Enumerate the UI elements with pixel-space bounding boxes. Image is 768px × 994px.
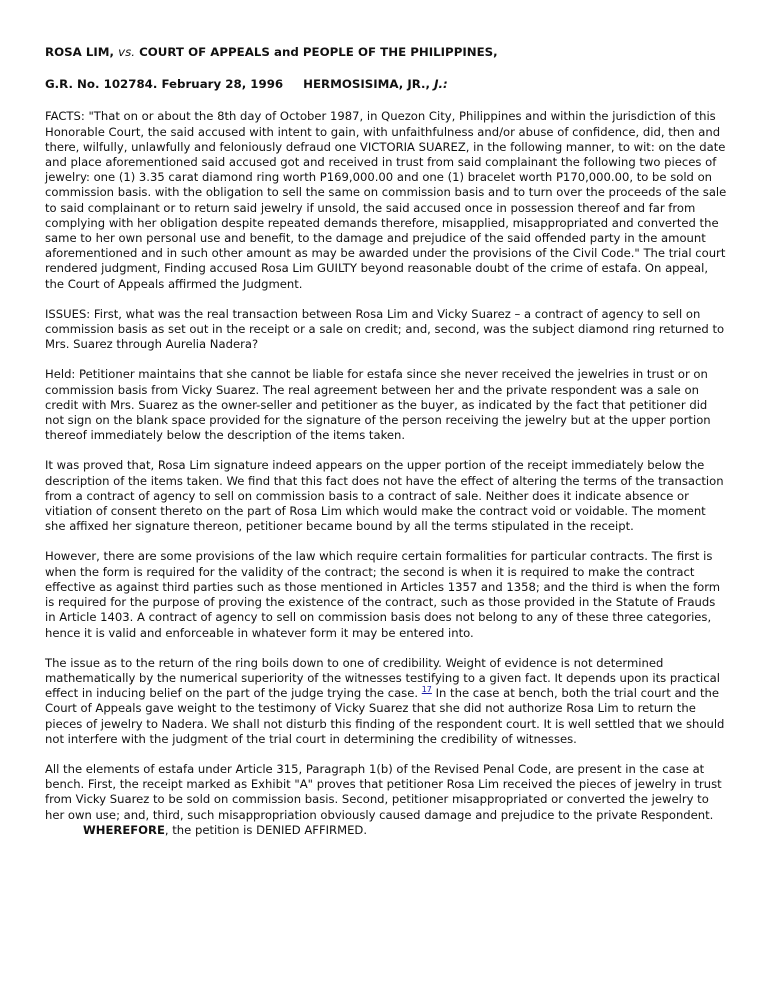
elements-paragraph: [45, 762, 728, 838]
facts-paragraph: FACTS: "That on or about the 8th day of October 1987, in Quezon City, Philippines and within the jurisdiction of this Honorable Court, the said accused with intent to gain, with unfaithfulness and/or abuse of confidence, did, then and there, wilfully, unlawfully and feloniously defraud one VICTORIA SUAREZ, in the following manner, to wit: on the date and place aforementioned said accused got and received in trust from said complainant the following two pieces of jewelry: one (1) 3.35 carat diamond ring worth P169,000.00 and one (1) bracelet worth P170,000.00, to be sold on commission basis. with the obligation to sell the same on commission basis and to turn over the proceeds of the sale to said complainant or to return said jewelry if unsold, the said accused once in possession thereof and far from complying with her obligation despite repeated demands therefore, misapplied, misappropriated and converted the same to her own personal use and benefit, to the damage and prejudice of the said offended party in the amount aforementioned and in such other amount as may be awarded under the provisions of the Civil Code." The trial court rendered judgment, Finding accused Rosa Lim GUILTY beyond reasonable doubt of the crime of estafa. On appeal, the Court of Appeals affirmed the Judgment.: [45, 109, 727, 291]
respondent-names: COURT OF APPEALS and PEOPLE OF THE PHILIPPINES,: [139, 45, 498, 59]
formalities-paragraph: However, there are some provisions of the law which require certain formalities for particular contracts. The first is when the form is required for the validity of the contract; the second is when it is required to make the contract effective as against third parties such as those mentioned in Articles 1357 and 1358; and the third is when the form is required for the purpose of proving the existence of the contract, such as those provided in the Statute of Frauds in Article 1403. A contract of agency to sell on commission basis does not belong to any of these three categories, hence it is valid and enforceable in whatever form it may be entered into.: [45, 549, 721, 640]
held-paragraph: Held: Petitioner maintains that she cannot be liable for estafa since she never received the jewelries in trust or on commission basis from Vicky Suarez. The real agreement between her and the private respondent was a sale on credit with Mrs. Suarez as the owner-seller and petitioner as the buyer, as indicated by the fact that petitioner did not sign on the blank space provided for the signature of the person receiving the jewelry but at the upper portion thereof immediately below the description of the items taken.: [45, 367, 711, 443]
proved-paragraph: It was proved that, Rosa Lim signature indeed appears on the upper portion of the receipt immediately below the description of the items taken. We find that this fact does not have the effect of altering the terms of the transaction from a contract of agency to sell on commission basis to a contract of sale. Neither does it indicate absence or vitiation of consent thereto on the part of Rosa Lim which would make the contract void or voidable. The moment she affixed her signature thereon, petitioner became bound by all the terms stipulated in the receipt.: [45, 458, 724, 534]
ponente-suffix: J.:: [434, 77, 448, 92]
wherefore-text: , the petition is DENIED AFFIRMED.: [164, 822, 368, 837]
case-citation: [45, 77, 728, 92]
petitioner-name: ROSA LIM,: [45, 45, 114, 59]
gr-number: G.R. No. 102784. February 28, 1996: [45, 77, 284, 92]
ring-paragraph: [45, 656, 728, 747]
ring-paragraph-text-2: In the case at bench, both the trial court and the Court of Appeals gave weight to the testimony of Vicky Suarez that she did not authorize Rosa Lim to return the pieces of jewelry to Nadera. We shall not disturb this finding of the respondent court. It is well settled that we should not interfere with the judgment of the trial court in determining the credibility of witnesses.: [45, 686, 725, 746]
ring-paragraph-text-1: The issue as to the return of the ring boils down to one of credibility. Weight of evidence is not determined mathematically by the numerical superiority of the witnesses testifying to a given fact. It depends upon its practical effect in inducing belief on the part of the judge trying the case.: [45, 655, 720, 701]
versus-label: vs.: [118, 45, 135, 59]
ponente: HERMOSISIMA, JR.,: [303, 77, 431, 92]
footnote-link[interactable]: 17: [421, 685, 432, 695]
wherefore-label: WHEREFORE: [83, 822, 165, 837]
case-title: [45, 45, 728, 60]
elements-text: All the elements of estafa under Article 315, Paragraph 1(b) of the Revised Penal Code, are present in the case at bench. First, the receipt marked as Exhibit "A" proves that petitioner Rosa Lim received the pieces of jewelry in trust from Vicky Suarez to be sold on commission basis. Second, petitioner misappropriated or converted the jewelry to her own use; and, third, such misappropriation obviously caused damage and prejudice to the private Respondent.: [45, 761, 722, 822]
issues-paragraph: ISSUES: First, what was the real transaction between Rosa Lim and Vicky Suarez – a contract of agency to sell on commission basis as set out in the receipt or a sale on credit; and, second, was the subject diamond ring returned to Mrs. Suarez through Aurelia Nadera?: [45, 306, 725, 352]
